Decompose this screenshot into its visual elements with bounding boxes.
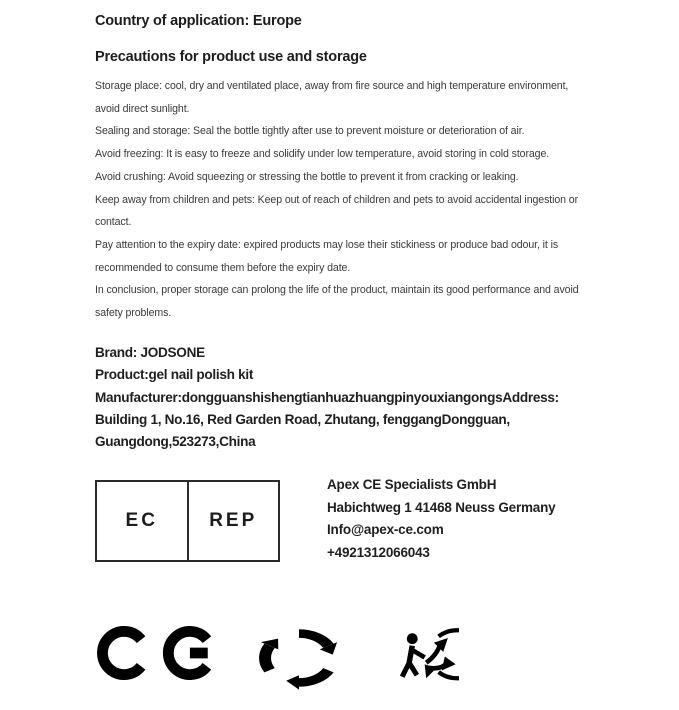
ec-label: EC xyxy=(125,510,158,531)
text-line: +4921312066043 xyxy=(327,544,430,560)
precautions-text xyxy=(95,75,615,325)
text-line: contact. xyxy=(95,216,132,229)
text-line: Avoid crushing: Avoid squeezing or stressing the bottle to prevent it from cracking or leaking. xyxy=(95,170,519,183)
text-line: Habichtweg 1 41468 Neuss Germany xyxy=(327,499,556,515)
text-line: Keep away from children and pets: Keep out of reach of children and pets to avoid accidental ingestion or xyxy=(95,193,579,206)
text-line: Pay attention to the expiry date: expired products may lose their stickiness or produce bad odour, it is xyxy=(95,238,559,251)
text-line: safety problems. xyxy=(95,307,172,320)
text-line: Avoid freezing: It is easy to freeze and solidify under low temperature, avoid storing in cold storage. xyxy=(95,148,550,161)
country-heading: Country of application: Europe xyxy=(95,13,302,29)
product-info-text xyxy=(95,342,615,453)
triman-icon xyxy=(381,624,459,686)
precautions-heading: Precautions for product use and storage xyxy=(95,49,367,65)
text-line: avoid direct sunlight. xyxy=(95,102,190,115)
text-line: recommended to consume them before the expiry date. xyxy=(95,261,351,274)
text-line: Brand: JODSONE xyxy=(95,345,205,360)
rep-label: REP xyxy=(209,510,258,531)
ec-rep-box xyxy=(95,480,280,562)
recycling-icon xyxy=(249,618,349,698)
text-line: Sealing and storage: Seal the bottle tightly after use to prevent moisture or deterioration of air. xyxy=(95,125,525,138)
text-line: Info@apex-ce.com xyxy=(327,522,444,538)
ec-rep-right-cell xyxy=(187,482,279,560)
text-line: Building 1, No.16, Red Garden Road, Zhutang, fenggangDongguan, xyxy=(95,411,510,427)
ce-mark-icon xyxy=(96,626,218,680)
text-line: Product:gel nail polish kit xyxy=(95,367,254,383)
text-line: Storage place: cool, dry and ventilated place, away from fire source and high temperature environment, xyxy=(95,80,569,92)
text-line: In conclusion, proper storage can prolong the life of the product, maintain its good performance and avoid xyxy=(95,284,579,297)
ec-rep-left-cell xyxy=(97,482,187,560)
text-line: Apex CE Specialists GmbH xyxy=(327,477,497,492)
text-line: Guangdong,523273,China xyxy=(95,434,256,450)
text-line: Manufacturer:dongguanshishengtianhuazhuangpinyouxiangongsAddress: xyxy=(95,389,559,405)
authorized-rep-address xyxy=(327,474,627,564)
